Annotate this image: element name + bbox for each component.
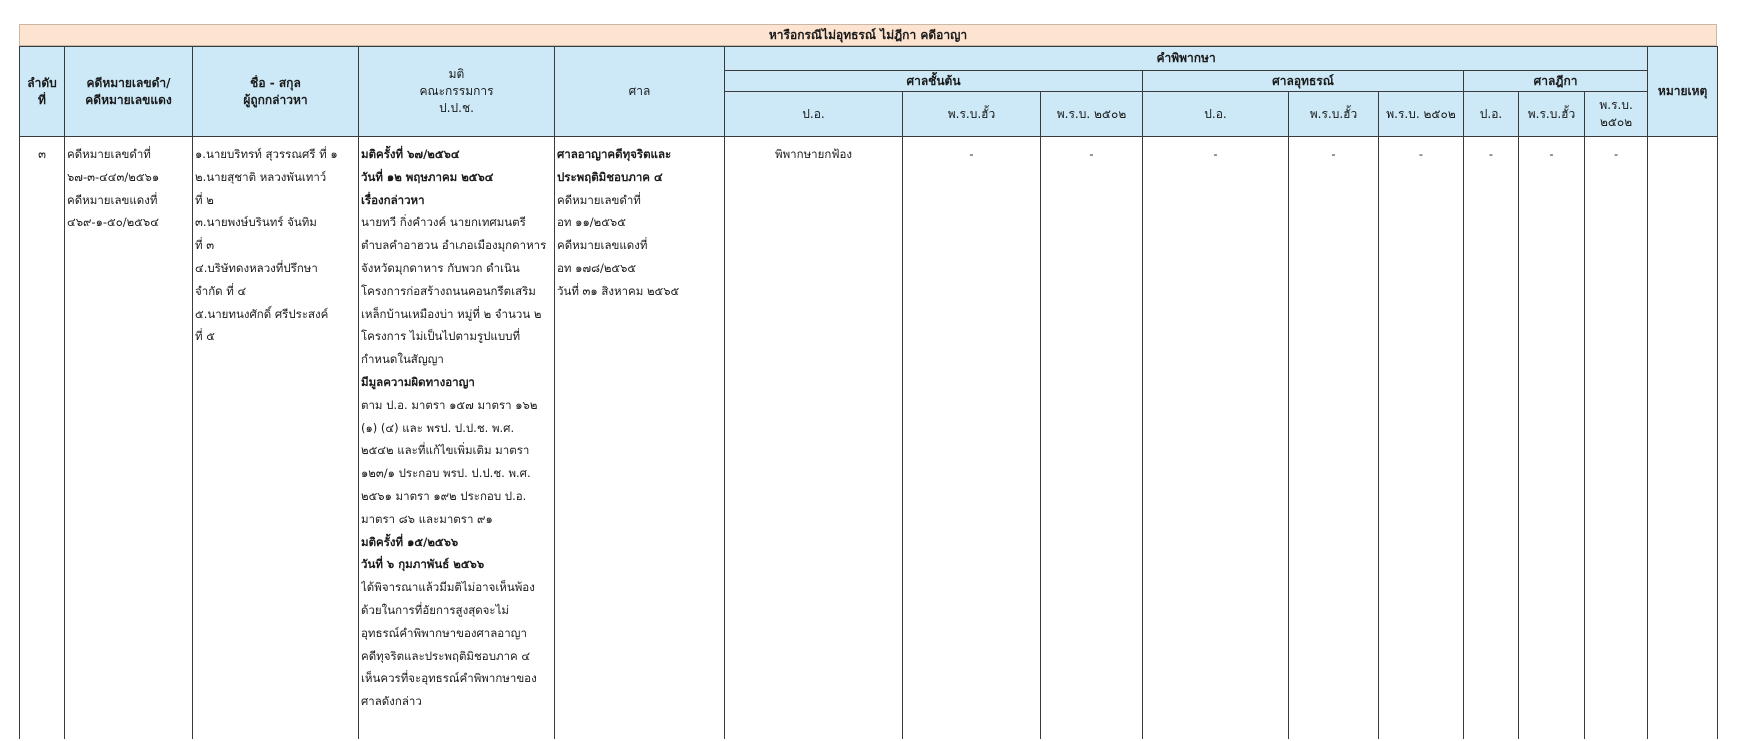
- resolution-line: ตาม ป.อ. มาตรา ๑๕๗ มาตรา ๑๖๒: [361, 397, 538, 412]
- header-supreme-po: ป.อ.: [1464, 92, 1519, 137]
- cell-names: ๑.นายบริทรท์ สุวรรณศรี ที่ ๑ ๒.นายสุชาติ หลวงพันเทาว์ ที่ ๒ ๓.นายพงษ์บรินทร์ จันทิม ที่ ๓ ๔.บริษัทดงหลวงที่ปรึกษา จำกัด ที่ ๔ ๕.นายทนงศักดิ์ ศรีประสงค์ ที่ ๕: [193, 137, 359, 740]
- document-page: [19, 24, 1717, 741]
- resolution-line: คดีทุจริตและประพฤติมิชอบภาค ๔: [361, 648, 531, 663]
- resolution-line: ได้พิจารณาแล้วมีมติไม่อาจเห็นพ้อง: [361, 580, 535, 595]
- resolution-line: อุทธรณ์คำพิพากษาของศาลอาญา: [361, 625, 527, 640]
- resolution-line: มติครั้งที่ ๖๗/๒๕๖๔: [361, 147, 460, 161]
- cell-supreme-porabo: -: [1519, 137, 1585, 740]
- resolution-line: วันที่ ๑๒ พฤษภาคม ๒๕๖๔: [361, 169, 494, 184]
- resolution-line: กำหนดในสัญญา: [361, 352, 444, 367]
- cell-first-2502: -: [1041, 137, 1143, 740]
- cell-seq: ๓: [20, 137, 65, 740]
- cell-court: [555, 137, 725, 740]
- resolution-line: มีมูลความผิดทางอาญา: [361, 374, 475, 389]
- court-line: อท ๑๑/๒๕๖๕: [557, 215, 626, 230]
- court-line: คดีหมายเลขดำที่: [557, 192, 641, 207]
- cell-supreme-po: -: [1464, 137, 1519, 740]
- header-court-appeal: ศาลอุทธรณ์: [1143, 71, 1464, 92]
- resolution-line: มาตรา ๘๖ และมาตรา ๙๑: [361, 511, 493, 526]
- court-line: วันที่ ๓๑ สิงหาคม ๒๕๖๕: [557, 283, 680, 298]
- cell-first-po: พิพากษายกฟ้อง: [725, 137, 903, 740]
- resolution-line: เรื่องกล่าวหา: [361, 192, 425, 207]
- header-supreme-porabo: พ.ร.บ.ฮั้ว: [1519, 92, 1585, 137]
- header-court-supreme: ศาลฎีกา: [1464, 71, 1648, 92]
- resolution-line: เหล็กบ้านเหมืองบ่า หมู่ที่ ๒ จำนวน ๒: [361, 306, 542, 321]
- resolution-line: เห็นควรที่จะอุทธรณ์คำพิพากษาของ: [361, 671, 537, 686]
- cell-appeal-porabo: -: [1289, 137, 1379, 740]
- court-line: อท ๑๗๘/๒๕๖๕: [557, 260, 637, 275]
- resolution-line: จังหวัดมุกดาหาร กับพวก ดำเนิน: [361, 260, 520, 275]
- resolution-line: มติครั้งที่ ๑๕/๒๕๖๖: [361, 534, 459, 549]
- header-seq: ลำดับ ที่: [20, 47, 65, 137]
- cell-first-porabo: -: [903, 137, 1041, 740]
- resolution-line: (๑) (๔) และ พรป. ป.ป.ช. พ.ศ.: [361, 420, 515, 435]
- court-line: ประพฤติมิชอบภาค ๔: [557, 169, 663, 184]
- resolution-line: นายทวี กิ่งคำวงค์ นายกเทศมนตรี: [361, 215, 526, 230]
- header-first-2502: พ.ร.บ. ๒๕๐๒: [1041, 92, 1143, 137]
- header-appeal-2502: พ.ร.บ. ๒๕๐๒: [1379, 92, 1464, 137]
- header-first-po: ป.อ.: [725, 92, 903, 137]
- cell-appeal-po: -: [1143, 137, 1289, 740]
- cell-appeal-2502: -: [1379, 137, 1464, 740]
- header-judgment: คำพิพากษา: [725, 47, 1648, 71]
- header-appeal-porabo: พ.ร.บ.ฮั้ว: [1289, 92, 1379, 137]
- header-court: ศาล: [555, 47, 725, 137]
- cell-resolution: [359, 137, 555, 740]
- resolution-line: ด้วยในการที่อัยการสูงสุดจะไม่: [361, 602, 509, 617]
- cell-case-no: คดีหมายเลขดำที่ ๖๗-๓-๔๔๓/๒๕๖๑ คดีหมายเลขแดงที่ ๔๖๙-๑-๕๐/๒๕๖๔: [65, 137, 193, 740]
- header-case-no: คดีหมายเลขดำ/ คดีหมายเลขแดง: [65, 47, 193, 137]
- resolution-line: ตำบลคำอาฮวน อำเภอเมืองมุกดาหาร: [361, 238, 547, 253]
- cell-supreme-2502: -: [1585, 137, 1648, 740]
- header-supreme-2502: พ.ร.บ. ๒๕๐๒: [1585, 92, 1648, 137]
- header-remark: หมายเหตุ: [1648, 47, 1718, 137]
- case-table: [19, 46, 1718, 739]
- header-appeal-po: ป.อ.: [1143, 92, 1289, 137]
- header-name: ชื่อ - สกุล ผู้ถูกกล่าวหา: [193, 47, 359, 137]
- header-first-porabo: พ.ร.บ.ฮั้ว: [903, 92, 1041, 137]
- resolution-line: ๒๕๔๒ และที่แก้ไขเพิ่มเติม มาตรา: [361, 443, 530, 458]
- resolution-line: ศาลดังกล่าว: [361, 694, 422, 709]
- cell-remark: [1648, 137, 1718, 740]
- resolution-line: วันที่ ๖ กุมภาพันธ์ ๒๕๖๖: [361, 557, 485, 572]
- resolution-line: โครงการ ไม่เป็นไปตามรูปแบบที่: [361, 329, 521, 344]
- resolution-line: ๑๒๓/๑ ประกอบ พรป. ป.ป.ช. พ.ศ.: [361, 466, 531, 481]
- header-court-first: ศาลชั้นต้น: [725, 71, 1143, 92]
- resolution-line: โครงการก่อสร้างถนนคอนกรีตเสริม: [361, 283, 536, 298]
- court-line: คดีหมายเลขแดงที่: [557, 238, 648, 253]
- page-title: หารือกรณีไม่อุทธรณ์ ไม่ฎีกา คดีอาญา: [19, 24, 1717, 46]
- header-resolution: มติ คณะกรรมการ ป.ป.ช.: [359, 47, 555, 137]
- court-line: ศาลอาญาคดีทุจริตและ: [557, 147, 672, 161]
- table-row: [20, 137, 1718, 740]
- resolution-line: ๒๕๖๑ มาตรา ๑๙๒ ประกอบ ป.อ.: [361, 488, 527, 503]
